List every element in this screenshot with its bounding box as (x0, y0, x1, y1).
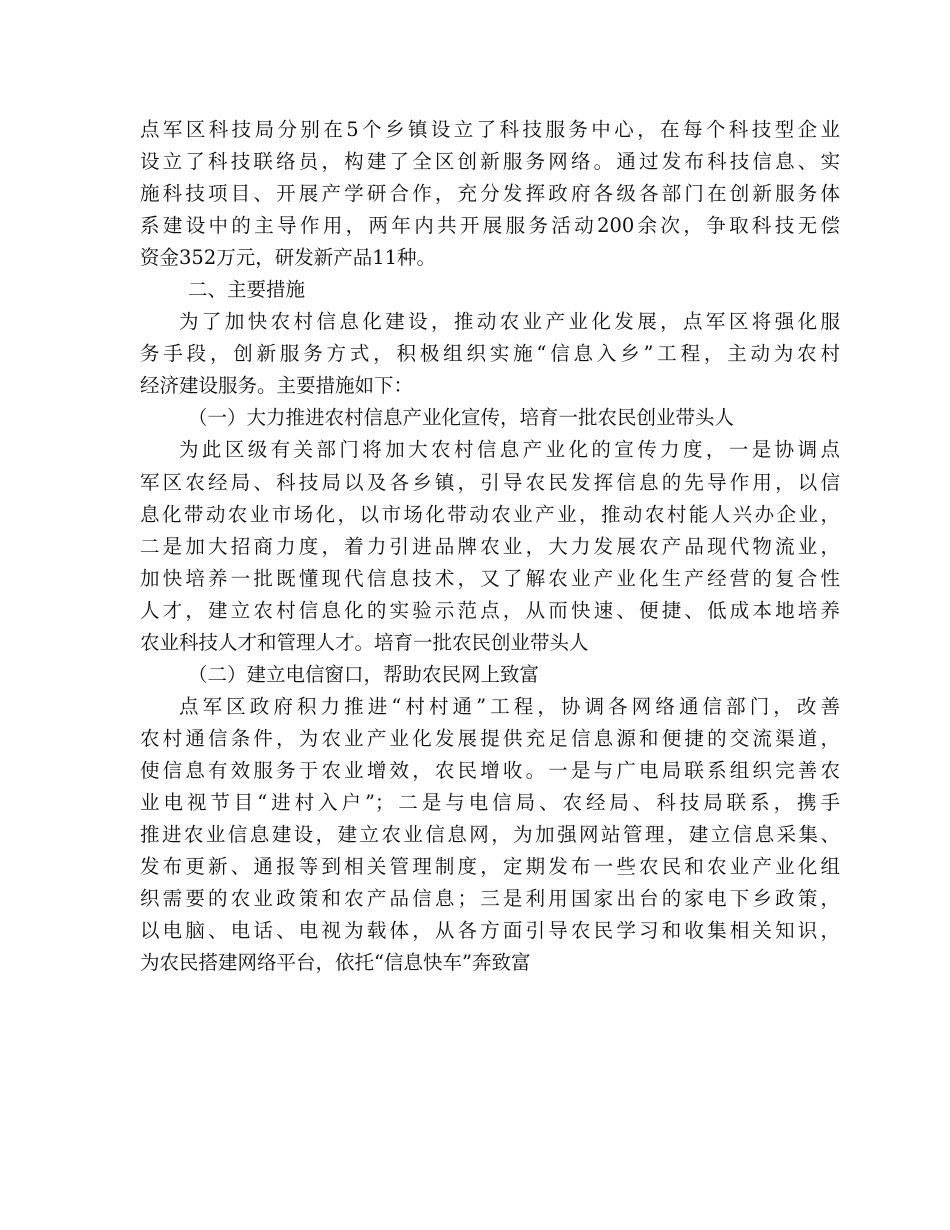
text-line: 推进农业信息建设，建立农业信息网，为加强网站管理，建立信息采集、 (140, 823, 840, 847)
subsection-heading-text: （一）大力推进农村信息产业化宣传，培育一批农民创业带头人 (188, 406, 735, 430)
section-heading-text: 二、主要措施 (188, 278, 306, 302)
text-line: 农业科技人才和管理人才。培育一批农民创业带头人 (140, 630, 589, 654)
text-line: 军区农经局、科技局以及各乡镇，引导农民发挥信息的先导作用，以信 (140, 470, 840, 494)
text-line: 为此区级有关部门将加大农村信息产业化的宣传力度，一是协调点 (179, 438, 840, 462)
paragraph (140, 306, 840, 402)
text-line: 为了加快农村信息化建设，推动农业产业化发展，点军区将强化服 (179, 310, 840, 334)
text-line: 资金352万元，研发新产品11种。 (140, 246, 437, 270)
text-line: 加快培养一批既懂现代信息技术，又了解农业产业化生产经营的复合性 (140, 566, 840, 590)
text-line: 点军区科技局分别在5个乡镇设立了科技服务中心，在每个科技型企业 (140, 118, 840, 141)
text-line: 施科技项目、开展产学研合作，充分发挥政府各级各部门在创新服务体 (140, 182, 840, 206)
subsection-heading-text: （二）建立电信窗口，帮助农民网上致富 (188, 662, 540, 686)
document-body (140, 114, 840, 979)
text-line: 经济建设服务。主要措施如下： (140, 374, 414, 398)
text-line: 以电脑、电话、电视为载体，从各方面引导农民学习和收集相关知识， (140, 919, 840, 943)
text-line: 务手段，创新服务方式，积极组织实施“信息入乡”工程，主动为农村 (140, 342, 840, 366)
text-line: 二是加大招商力度，着力引进品牌农业，大力发展农产品现代物流业， (140, 534, 840, 558)
text-line: 发布更新、通报等到相关管理制度，定期发布一些农民和农业产业化组 (140, 855, 840, 879)
text-line: 息化带动农业市场化，以市场化带动农业产业，推动农村能人兴办企业， (140, 502, 840, 526)
text-line: 人才，建立农村信息化的实验示范点，从而快速、便捷、低成本地培养 (140, 598, 840, 622)
text-line: 为农民搭建网络平台，依托“信息快车”奔致富 (140, 951, 531, 975)
paragraph (140, 691, 840, 979)
text-line: 设立了科技联络员，构建了全区创新服务网络。通过发布科技信息、实 (140, 150, 840, 174)
subsection-heading (140, 402, 840, 434)
paragraph (140, 114, 840, 274)
text-line: 点军区政府积力推进“村村通”工程，协调各网络通信部门，改善 (179, 694, 840, 718)
text-line: 农村通信条件，为农业产业化发展提供充足信息源和便捷的交流渠道， (140, 726, 840, 750)
paragraph (140, 434, 840, 658)
text-line: 织需要的农业政策和农产品信息；三是利用国家出台的家电下乡政策， (140, 887, 840, 911)
text-line: 系建设中的主导作用，两年内共开展服务活动200余次，争取科技无偿 (140, 214, 840, 238)
section-heading (140, 274, 840, 306)
text-line: 使信息有效服务于农业增效，农民增收。一是与广电局联系组织完善农 (140, 758, 840, 782)
text-line: 业电视节目“进村入户”；二是与电信局、农经局、科技局联系，携手 (140, 790, 840, 814)
subsection-heading (140, 659, 840, 691)
